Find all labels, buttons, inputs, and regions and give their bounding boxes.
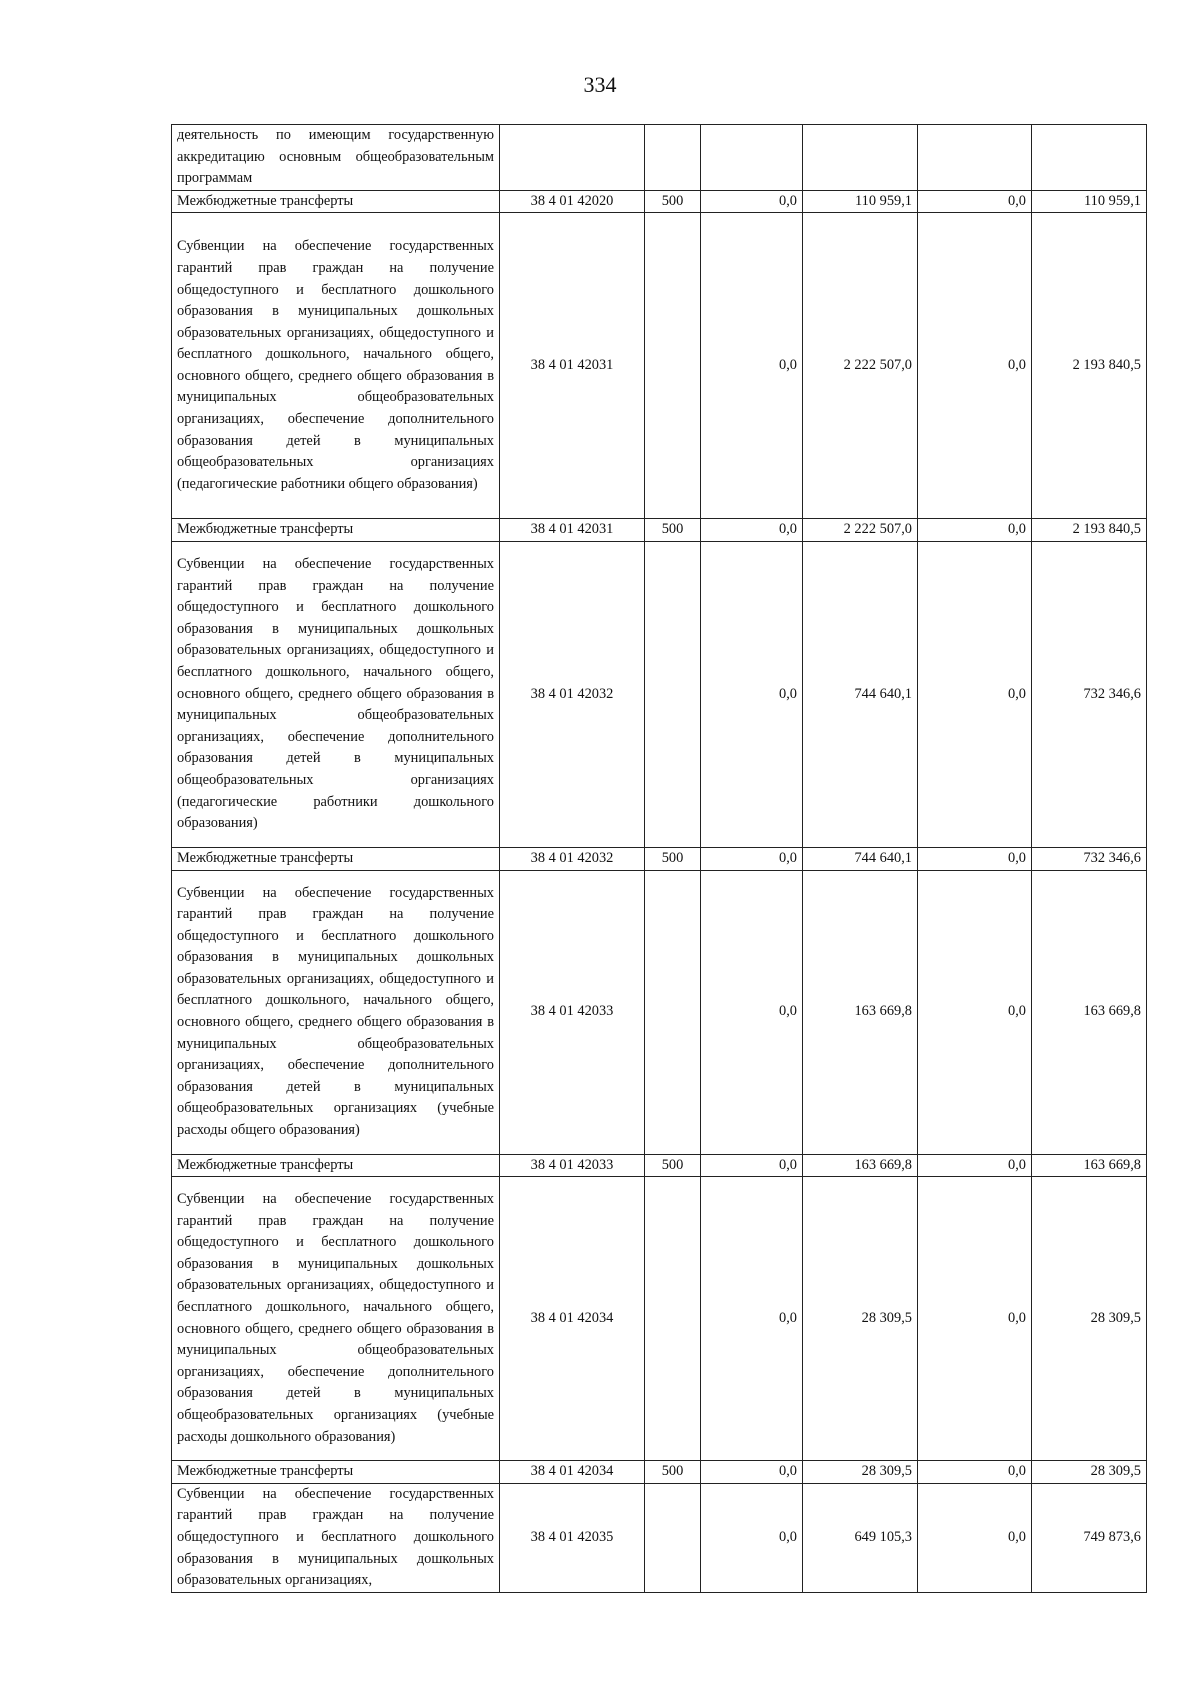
row-value-4: 110 959,1 — [1032, 190, 1147, 213]
row-value-3: 0,0 — [918, 213, 1032, 519]
row-value-3: 0,0 — [918, 1461, 1032, 1484]
row-value-1: 0,0 — [701, 1483, 803, 1592]
row-description: Межбюджетные трансферты — [172, 1154, 500, 1177]
table-row — [172, 1461, 1147, 1484]
row-value-3: 0,0 — [918, 847, 1032, 870]
row-value-4: 28 309,5 — [1032, 1461, 1147, 1484]
row-value-4: 163 669,8 — [1032, 870, 1147, 1154]
row-value-1: 0,0 — [701, 1177, 803, 1461]
row-description: Субвенции на обеспечение государственных гарантий прав граждан на получение общедоступного и бесплатного дошкольного образования в муниципальных дошкольных образовательных организациях, общедоступного и бесплатного дошкольного, начального общего, основного общего, среднего общего образования в муниципальных общеобразовательных организациях, обеспечение дополнительного образования детей в муниципальных общеобразовательных организациях (педагогические работники общего образования) — [172, 213, 500, 519]
row-value-4: 732 346,6 — [1032, 541, 1147, 847]
row-value-2: 744 640,1 — [803, 541, 918, 847]
row-description: Межбюджетные трансферты — [172, 847, 500, 870]
row-expense-type: 500 — [645, 519, 701, 542]
row-target-code: 38 4 01 42032 — [500, 847, 645, 870]
table-row — [172, 519, 1147, 542]
table-row — [172, 541, 1147, 847]
row-value-2: 2 222 507,0 — [803, 213, 918, 519]
row-value-1: 0,0 — [701, 1461, 803, 1484]
row-value-2: 110 959,1 — [803, 190, 918, 213]
row-description: Межбюджетные трансферты — [172, 1461, 500, 1484]
row-value-4: 732 346,6 — [1032, 847, 1147, 870]
table-row — [172, 1483, 1147, 1592]
row-value-3: 0,0 — [918, 519, 1032, 542]
row-target-code: 38 4 01 42020 — [500, 190, 645, 213]
row-target-code: 38 4 01 42031 — [500, 519, 645, 542]
row-target-code: 38 4 01 42033 — [500, 1154, 645, 1177]
row-target-code: 38 4 01 42034 — [500, 1461, 645, 1484]
row-target-code: 38 4 01 42033 — [500, 870, 645, 1154]
table-row — [172, 847, 1147, 870]
row-value-4: 2 193 840,5 — [1032, 519, 1147, 542]
row-value-2: 649 105,3 — [803, 1483, 918, 1592]
row-description: Межбюджетные трансферты — [172, 190, 500, 213]
row-value-2: 28 309,5 — [803, 1177, 918, 1461]
row-value-4: 2 193 840,5 — [1032, 213, 1147, 519]
table-row — [172, 125, 1147, 191]
table-row — [172, 1177, 1147, 1461]
row-expense-type — [645, 541, 701, 847]
row-value-4 — [1032, 125, 1147, 191]
table-row — [172, 190, 1147, 213]
row-expense-type — [645, 213, 701, 519]
row-expense-type: 500 — [645, 1154, 701, 1177]
row-value-4: 163 669,8 — [1032, 1154, 1147, 1177]
row-expense-type — [645, 1483, 701, 1592]
row-value-2 — [803, 125, 918, 191]
row-description: деятельность по имеющим государственную аккредитацию основным общеобразовательным программам — [172, 125, 500, 191]
row-value-1: 0,0 — [701, 541, 803, 847]
row-value-3: 0,0 — [918, 870, 1032, 1154]
row-value-1: 0,0 — [701, 190, 803, 213]
row-value-3 — [918, 125, 1032, 191]
row-value-1 — [701, 125, 803, 191]
row-expense-type — [645, 1177, 701, 1461]
row-value-4: 28 309,5 — [1032, 1177, 1147, 1461]
page-number: 334 — [583, 72, 617, 97]
row-description: Субвенции на обеспечение государственных гарантий прав граждан на получение общедоступного и бесплатного дошкольного образования в муниципальных дошкольных образовательных организациях, общедоступного и бесплатного дошкольного, начального общего, основного общего, среднего общего образования в муниципальных общеобразовательных организациях, обеспечение дополнительного образования детей в муниципальных общеобразовательных организациях (педагогические работники дошкольного образования) — [172, 541, 500, 847]
budget-table-body — [172, 125, 1147, 1593]
row-value-2: 163 669,8 — [803, 1154, 918, 1177]
row-value-1: 0,0 — [701, 847, 803, 870]
row-target-code — [500, 125, 645, 191]
budget-table — [171, 124, 1147, 1593]
row-value-3: 0,0 — [918, 1177, 1032, 1461]
table-row — [172, 213, 1147, 519]
row-value-3: 0,0 — [918, 1154, 1032, 1177]
row-value-3: 0,0 — [918, 190, 1032, 213]
table-row — [172, 870, 1147, 1154]
row-expense-type: 500 — [645, 190, 701, 213]
row-value-2: 28 309,5 — [803, 1461, 918, 1484]
row-expense-type — [645, 125, 701, 191]
row-value-4: 749 873,6 — [1032, 1483, 1147, 1592]
row-description: Межбюджетные трансферты — [172, 519, 500, 542]
row-value-2: 744 640,1 — [803, 847, 918, 870]
table-row — [172, 1154, 1147, 1177]
row-description: Субвенции на обеспечение государственных гарантий прав граждан на получение общедоступного и бесплатного дошкольного образования в муниципальных дошкольных образовательных организациях, общедоступного и бесплатного дошкольного, начального общего, основного общего, среднего общего образования в муниципальных общеобразовательных организациях, обеспечение дополнительного образования детей в муниципальных общеобразовательных организациях (учебные расходы общего образования) — [172, 870, 500, 1154]
row-description: Субвенции на обеспечение государственных гарантий прав граждан на получение общедоступного и бесплатного дошкольного образования в муниципальных дошкольных образовательных организациях, общедоступного и бесплатного дошкольного, начального общего, основного общего, среднего общего образования в муниципальных общеобразовательных организациях, обеспечение дополнительного образования детей в муниципальных общеобразовательных организациях (учебные расходы дошкольного образования) — [172, 1177, 500, 1461]
row-target-code: 38 4 01 42032 — [500, 541, 645, 847]
row-description: Субвенции на обеспечение государственных гарантий прав граждан на получение общедоступного и бесплатного дошкольного образования в муниципальных дошкольных образовательных организациях, — [172, 1483, 500, 1592]
row-expense-type: 500 — [645, 1461, 701, 1484]
row-value-2: 2 222 507,0 — [803, 519, 918, 542]
row-target-code: 38 4 01 42035 — [500, 1483, 645, 1592]
row-value-2: 163 669,8 — [803, 870, 918, 1154]
row-value-1: 0,0 — [701, 213, 803, 519]
row-value-1: 0,0 — [701, 1154, 803, 1177]
row-expense-type — [645, 870, 701, 1154]
row-target-code: 38 4 01 42034 — [500, 1177, 645, 1461]
row-value-1: 0,0 — [701, 870, 803, 1154]
row-value-1: 0,0 — [701, 519, 803, 542]
row-value-3: 0,0 — [918, 541, 1032, 847]
row-target-code: 38 4 01 42031 — [500, 213, 645, 519]
row-value-3: 0,0 — [918, 1483, 1032, 1592]
row-expense-type: 500 — [645, 847, 701, 870]
